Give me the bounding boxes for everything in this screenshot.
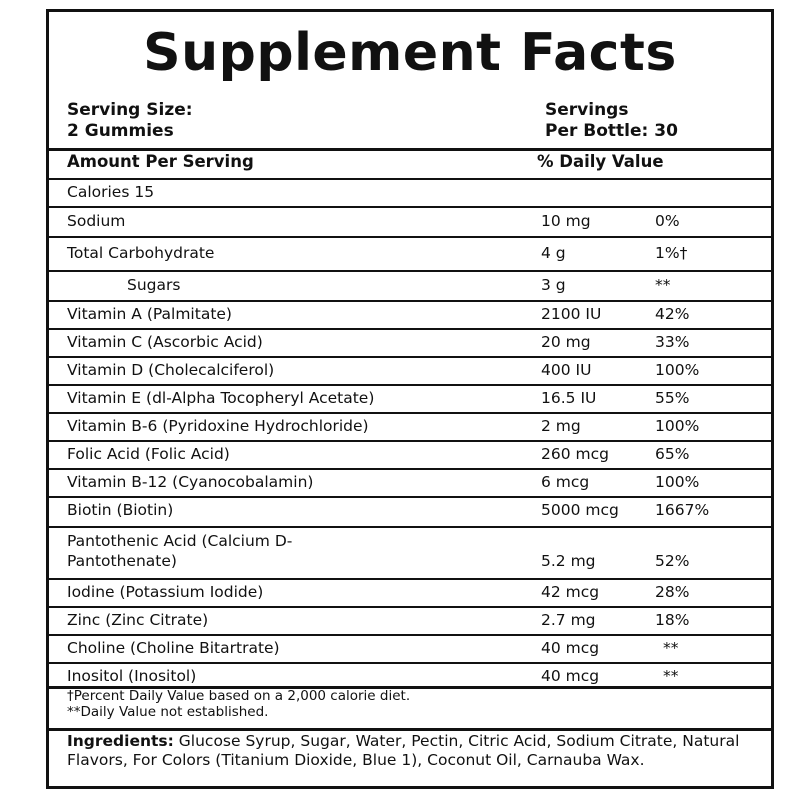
nutrient-name: Vitamin B-12 (Cyanocobalamin) bbox=[67, 473, 314, 491]
nutrient-amount: 42 mcg bbox=[541, 583, 600, 601]
nutrient-amount: 5000 mcg bbox=[541, 501, 619, 519]
nutrient-amount: 40 mcg bbox=[541, 667, 600, 685]
nutrient-name-indented: Sugars bbox=[127, 276, 181, 294]
footnotes bbox=[67, 688, 410, 720]
nutrient-amount: 16.5 IU bbox=[541, 389, 597, 407]
footnote-stars: **Daily Value not established. bbox=[67, 704, 269, 720]
nutrient-daily-value: 18% bbox=[655, 611, 690, 629]
nutrient-daily-value: 100% bbox=[655, 417, 700, 435]
panel-title: Supplement Facts bbox=[143, 23, 677, 83]
nutrient-daily-value: 33% bbox=[655, 333, 690, 351]
nutrient-amount: 6 mcg bbox=[541, 473, 590, 491]
table-row bbox=[49, 496, 771, 526]
per-bottle-label: Per Bottle: bbox=[545, 121, 649, 141]
nutrient-daily-value: 55% bbox=[655, 389, 690, 407]
divider bbox=[49, 728, 771, 731]
footnote-dagger: †Percent Daily Value based on a 2,000 calorie diet. bbox=[67, 688, 411, 704]
table-row-calories bbox=[49, 178, 771, 206]
table-row bbox=[49, 384, 771, 412]
nutrient-amount: 3 g bbox=[541, 276, 566, 294]
servings-per-bottle bbox=[545, 100, 678, 142]
nutrient-name: Vitamin A (Palmitate) bbox=[67, 305, 232, 323]
per-bottle-line bbox=[545, 121, 678, 142]
nutrient-name-line2: Pantothenate) bbox=[67, 552, 177, 570]
table-row bbox=[49, 468, 771, 496]
serving-size bbox=[67, 100, 193, 142]
nutrient-daily-value: 42% bbox=[655, 305, 690, 323]
nutrient-amount: 4 g bbox=[541, 244, 566, 262]
ingredients bbox=[67, 732, 757, 770]
nutrient-amount: 20 mg bbox=[541, 333, 591, 351]
nutrient-amount: 400 IU bbox=[541, 361, 592, 379]
nutrient-amount: 2100 IU bbox=[541, 305, 602, 323]
nutrient-name: Sodium bbox=[67, 212, 126, 230]
table-header bbox=[49, 145, 771, 178]
nutrient-name: Choline (Choline Bitartrate) bbox=[67, 639, 280, 657]
nutrient-name: Inositol (Inositol) bbox=[67, 667, 197, 685]
nutrient-daily-value: 1667% bbox=[655, 501, 710, 519]
ingredients-text: Glucose Syrup, Sugar, Water, Pectin, Citric Acid, Sodium Citrate, Natural Flavors, For Colors (Titanium Dioxide, Blue 1), Coconut Oil, Carnauba Wax. bbox=[67, 732, 740, 769]
nutrient-name: Total Carbohydrate bbox=[67, 244, 215, 262]
serving-size-label: Serving Size: bbox=[67, 100, 193, 120]
nutrient-name: Vitamin B-6 (Pyridoxine Hydrochloride) bbox=[67, 417, 369, 435]
nutrient-name: Vitamin C (Ascorbic Acid) bbox=[67, 333, 263, 351]
table-row bbox=[49, 606, 771, 634]
nutrient-daily-value: 28% bbox=[655, 583, 690, 601]
nutrient-name: Vitamin E (dl-Alpha Tocopheryl Acetate) bbox=[67, 389, 375, 407]
nutrient-name: Folic Acid (Folic Acid) bbox=[67, 445, 230, 463]
nutrient-daily-value: 65% bbox=[655, 445, 690, 463]
nutrient-amount: 5.2 mg bbox=[541, 552, 596, 570]
table-row bbox=[49, 634, 771, 662]
table-row bbox=[49, 578, 771, 606]
nutrient-daily-value: 1%† bbox=[655, 244, 688, 262]
nutrient-name-line1: Pantothenic Acid (Calcium D- bbox=[67, 532, 293, 550]
table-row bbox=[49, 206, 771, 236]
nutrient-daily-value: ** bbox=[655, 276, 671, 294]
nutrient-daily-value: 0% bbox=[655, 212, 680, 230]
nutrient-daily-value: 100% bbox=[655, 361, 700, 379]
table-row bbox=[49, 270, 771, 300]
per-bottle-value: 30 bbox=[654, 121, 678, 141]
table-row bbox=[49, 412, 771, 440]
table-row bbox=[49, 328, 771, 356]
header-amount-per-serving: Amount Per Serving bbox=[67, 152, 254, 171]
nutrient-daily-value: ** bbox=[663, 667, 679, 685]
nutrient-amount: 40 mcg bbox=[541, 639, 600, 657]
nutrient-name: Zinc (Zinc Citrate) bbox=[67, 611, 209, 629]
nutrient-amount: 2 mg bbox=[541, 417, 581, 435]
nutrient-daily-value: 100% bbox=[655, 473, 700, 491]
nutrient-name: Biotin (Biotin) bbox=[67, 501, 174, 519]
nutrient-amount: 2.7 mg bbox=[541, 611, 596, 629]
serving-size-value: 2 Gummies bbox=[67, 121, 174, 141]
ingredients-label: Ingredients: bbox=[67, 732, 174, 750]
table-row bbox=[49, 440, 771, 468]
table-row bbox=[49, 236, 771, 270]
table-row bbox=[49, 356, 771, 384]
nutrient-name: Iodine (Potassium Iodide) bbox=[67, 583, 264, 601]
nutrient-name: Vitamin D (Cholecalciferol) bbox=[67, 361, 275, 379]
servings-label: Servings bbox=[545, 100, 629, 120]
supplement-facts-panel bbox=[46, 9, 774, 789]
table-row bbox=[49, 300, 771, 328]
nutrient-amount: 10 mg bbox=[541, 212, 591, 230]
nutrient-amount: 260 mcg bbox=[541, 445, 609, 463]
nutrient-daily-value: ** bbox=[663, 639, 679, 657]
calories-label: Calories 15 bbox=[67, 183, 155, 201]
header-daily-value: % Daily Value bbox=[537, 152, 664, 171]
nutrient-daily-value: 52% bbox=[655, 552, 690, 570]
table-row bbox=[49, 526, 771, 578]
